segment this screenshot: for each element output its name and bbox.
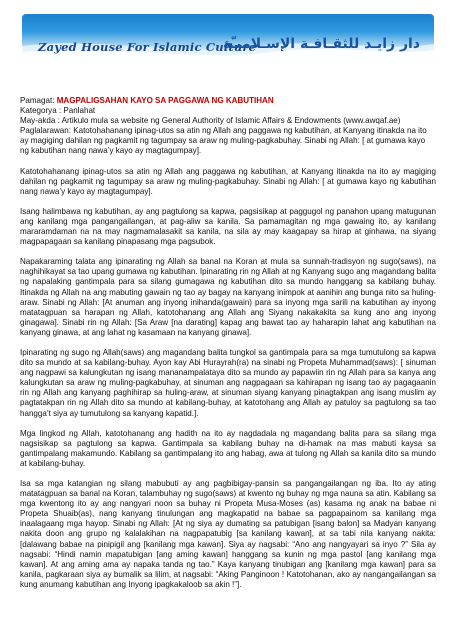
logo-english: Zayed House For Islamic Culture: [38, 40, 257, 54]
article-body: [20, 96, 436, 600]
paragraph: Isa sa mga katangian ng silang mabubuti ay ang pagbibigay-pansin sa pangangailangan ng iba. Ito ay ating matatagpuan sa banal na Koran, talambuhay ng sugo(saws) at kwento ng buhay ng mga nauna sa atin. Kabilang sa mga kwentong ito ay ang nangyari noon sa buhay ni Propeta Musa-Moses (as) kasama ng anak na babae ni Propeta Shuaib(as), nang kanyang tinulungan ang magkapatid na babae sa pagpapainom sa kanilang mga inaalagaang mga hayop. Sinabi ng Allah: [At ng siya ay dumating sa patubigan [isang balon] sa Madyan kanyang nakita doon ang grupo ng kalalakihan na nagpapatubig [sa kanilang kawan], at sa tabi nila kanyang nakita: [dalawang babae na pinipigil ang [kanilang mga kawan]. Siya ay nagsabi: “Ano ang nangyayari sa inyo ?” Sila ay nagsabi: “Hindi namin mapatubigan [ang aming kawan] hanggang sa kunin ng mga pastol [ang kanilang mga kawan]. At ang aming ama ay napaka tanda ng tao.” Kaya kanyang tinubigan ang [kanilang mga kawan] para sa kanila, pagkaraan siya ay bumalik sa lilim, at nagsabi: “Aking Panginoon ! Katotohanan, ako ay nangangailangan sa kung anumang kabutihan ang Inyong ipagkakaloob sa akin !”].: [20, 479, 436, 589]
article-title: MAGPALIGSAHAN KAYO SA PAGGAWA NG KABUTIHAN: [56, 96, 274, 105]
logo-arabic: دار زايـد للثقـافـة الإسـلاميـّة: [223, 36, 420, 52]
title-line: [20, 96, 436, 106]
paragraph: Katotohahanang ipinag-utos sa atin ng Allah ang paggawa ng kabutihan, at Kanyang itinakda na ito ay magiging dahilan ng pagkamit ng tagumpay sa araw ng muling-pagkabuhay. Sinabi ng Allah: [ at gumawa kayo ng kabutihan nang nawa’y kayo ay magtagumpay].: [20, 166, 436, 196]
paragraph: Napakaraming talata ang ipinarating ng Allah sa banal na Koran at mula sa sunnah-tradisyon ng sugo(saws), na naghihikayat sa tao upang gumawa ng kabutihan. Ipinarating rin ng Allah at ng Kanyang sugo ang magandang balita ng napalaking gantimpala para sa silang gumagawa ng kabutihan dito sa mundo hanggang sa kabilang buhay. Itinakda ng Allah na ang mabuting gawain ng tao ay bagay na kanyang inimpok at aanihin ang bunga nito sa huling-araw. Sinabi ng Allah: [At anuman ang inyong inihanda(gawain) para sa inyong mga sarili na kabutihan ay inyong matatagpuan sa harapan ng Allah, katotohanang ang Allah ang Siyang nakakakita sa kung ano ang inyong ginagawa]. Sinabi rin ng Allah: [Sa Araw [na darating] kapag ang bawat tao ay haharapin lahat ang kabutihan na kanyang ginawa, at ang lahat ng kasamaan na kanyang ginawa].: [20, 257, 436, 337]
summary-line: Paglalarawan: Katotohahanang ipinag-utos sa atin ng Allah ang paggawa ng kabutihan, at Kanyang itinakda na ito ay magiging dahilan ng pagkamit ng tagumpay sa araw ng muling-pagkabuhay. Sinabi ng Allah: [ at gumawa kayo ng kabutihan nang nawa’y kayo ay magtagumpay].: [20, 126, 427, 156]
paragraph: Ipinarating ng sugo ng Allah(saws) ang magandang balita tungkol sa gantimpala para sa mga tumutulong sa kapwa dito sa mundo at sa kabilang-buhay. Ayon kay Abi Hurayrah(ra) na sinabi ng Propeta Muhammad(saws): [ sinuman ang nagpawi sa kalungkutan ng isang mananampalataya dito sa mundo ay papawiin rin ng Allah para sa kanya ang kalungkutan sa araw ng muling-pagkabuhay, at sinuman ang nagpagaan sa kahirapan ng isang tao ay pagagaanin rin ng Allah ang kanyang paghihirap sa huling-araw, at sinuman siyang kanyang pinagtakpan ang isang muslim ay pagtatakpan rin ng Allah dito sa mundo at kabilang-buhay, at katotohang ang Allah ay patuloy sa pagtulong sa tao hangga’t siya ay tumutulong sa kanyang kapatid.].: [20, 347, 436, 418]
header-banner: [22, 14, 434, 64]
paragraph: Mga lingkod ng Allah, katotohanang ang hadith na ito ay nagdadala ng magandang balita para sa silang mga nagsisikap sa pagtulong sa kapwa. Gantimpala sa kabilang buhay na di-hamak na mas mabuti kaysa sa gantimpalang makamundo. Kabilang sa gantimpalang ito ang habag, awa at tulong ng Allah sa kanila dito sa mundo at kabilang-buhay.: [20, 428, 436, 468]
source-line: May-akda : Artikulo mula sa website ng General Authority of Islamic Affairs & Endowments (www.awqaf.ae): [20, 116, 401, 126]
title-label: Pamagat:: [20, 96, 55, 105]
paragraph: Isang halimbawa ng kabutihan, ay ang pagtulong sa kapwa, pagsisikap at paggugol ng panahon upang matugunan ang kanilang mga pangangailangan, at pag-aliw sa kanila. Sa pamamagitan ng mga gawaing ito, ay kanilang mararamdaman na na may nagmamalasakit sa kanila, na sila ay may kaagapay sa hirap at ginhawa, na siyang magpapagaan sa kanilang pinapasang mga pagsubok.: [20, 206, 436, 247]
category-line: Kategorya : Panlahat: [20, 106, 96, 116]
